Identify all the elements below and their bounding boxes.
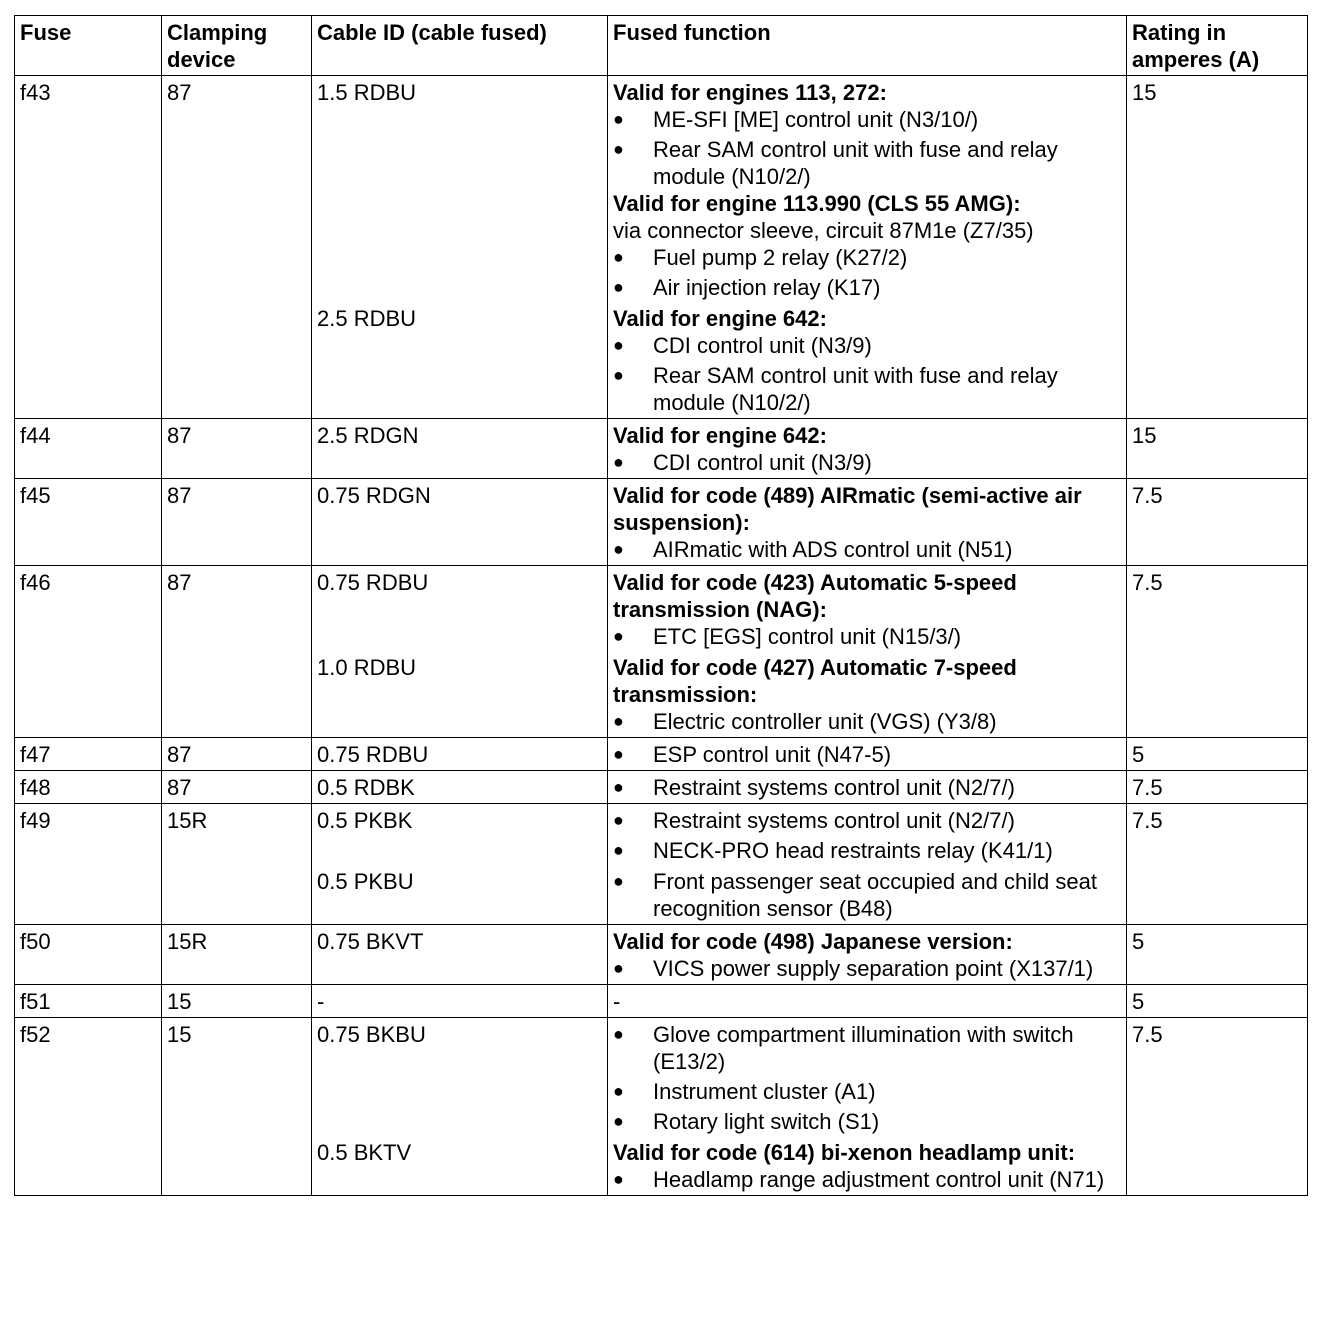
cable-id: 0.75 BKVT (317, 929, 424, 954)
bullet-icon: ● (613, 277, 624, 297)
function-group (613, 305, 1122, 416)
table-row (15, 479, 1308, 566)
cable-id-cell (312, 985, 608, 1018)
bullet-item (613, 868, 1122, 922)
condition-heading: Valid for engine 642: (613, 423, 827, 448)
bullet-text: Rear SAM control unit with fuse and relay module (N10/2/) (653, 363, 1058, 415)
rating-cell: 7.5 (1127, 771, 1308, 804)
bullet-item (613, 741, 1122, 768)
bullet-item (613, 106, 1122, 133)
bullet-text: Instrument cluster (A1) (653, 1079, 876, 1104)
table-row (15, 76, 1308, 419)
bullet-icon: ● (613, 840, 624, 860)
bullet-text: AIRmatic with ADS control unit (N51) (653, 537, 1013, 562)
cable-id-cell (312, 1018, 608, 1196)
clamping-device-cell: 15R (162, 925, 312, 985)
header-row (15, 16, 1308, 76)
header-fuse: Fuse (15, 16, 162, 76)
bullet-icon: ● (613, 365, 624, 385)
bullet-icon: ● (613, 1081, 624, 1101)
table-body (15, 76, 1308, 1196)
header-rating: Rating in amperes (A) (1127, 16, 1308, 76)
bullet-item (613, 955, 1122, 982)
cable-id: 2.5 RDBU (317, 306, 417, 331)
clamping-device-cell: 87 (162, 76, 312, 419)
bullet-icon: ● (613, 626, 624, 646)
function-group (613, 741, 1122, 768)
table-row (15, 985, 1308, 1018)
rating-cell: 15 (1127, 419, 1308, 479)
bullet-icon: ● (613, 958, 624, 978)
bullet-item (613, 774, 1122, 801)
clamping-device-cell: 87 (162, 479, 312, 566)
condition-heading: Valid for code (498) Japanese version: (613, 929, 1013, 954)
bullet-text: Headlamp range adjustment control unit (N71) (653, 1167, 1105, 1192)
cable-id-cell (312, 76, 608, 419)
table-row (15, 1018, 1308, 1196)
table-row (15, 566, 1308, 738)
bullet-text: ME-SFI [ME] control unit (N3/10/) (653, 107, 979, 132)
cable-id: 2.5 RDGN (317, 423, 419, 448)
rating-cell: 5 (1127, 985, 1308, 1018)
table-row (15, 738, 1308, 771)
rating-cell: 7.5 (1127, 479, 1308, 566)
bullet-item (613, 837, 1122, 864)
bullet-item (613, 807, 1122, 834)
fused-function-cell (608, 925, 1127, 985)
function-text: - (613, 989, 621, 1014)
fused-function-cell (608, 76, 1127, 419)
cable-id: 0.5 PKBK (317, 808, 413, 833)
cable-id: 0.75 RDBU (317, 742, 429, 767)
clamping-device-cell: 87 (162, 738, 312, 771)
function-group (613, 868, 1122, 922)
bullet-icon: ● (613, 810, 624, 830)
bullet-text: Rotary light switch (S1) (653, 1109, 880, 1134)
rating-cell: 5 (1127, 738, 1308, 771)
bullet-text: CDI control unit (N3/9) (653, 333, 872, 358)
clamping-device-cell: 15 (162, 1018, 312, 1196)
bullet-icon: ● (613, 711, 624, 731)
fuse-cell: f48 (15, 771, 162, 804)
fused-function-cell (608, 419, 1127, 479)
cable-id: 0.5 BKTV (317, 1140, 412, 1165)
fuse-cell: f49 (15, 804, 162, 925)
function-group (613, 1139, 1122, 1193)
bullet-text: Electric controller unit (VGS) (Y3/8) (653, 709, 997, 734)
cable-id: 0.75 RDBU (317, 570, 429, 595)
table-row (15, 925, 1308, 985)
header-cable-id: Cable ID (cable fused) (312, 16, 608, 76)
fuse-cell: f46 (15, 566, 162, 738)
function-group (613, 569, 1122, 650)
fused-function-cell (608, 738, 1127, 771)
function-group (613, 928, 1122, 982)
bullet-text: NECK-PRO head restraints relay (K41/1) (653, 838, 1053, 863)
cable-id-cell (312, 419, 608, 479)
bullet-item (613, 1021, 1122, 1075)
fuse-cell: f50 (15, 925, 162, 985)
bullet-icon: ● (613, 247, 624, 267)
clamping-device-cell: 87 (162, 419, 312, 479)
fuse-cell: f43 (15, 76, 162, 419)
cable-id-cell (312, 738, 608, 771)
table-row (15, 771, 1308, 804)
condition-heading: Valid for code (489) AIRmatic (semi-active air suspension): (613, 483, 1082, 535)
bullet-item (613, 244, 1122, 271)
bullet-item (613, 1078, 1122, 1105)
bullet-icon: ● (613, 1024, 624, 1044)
bullet-icon: ● (613, 871, 624, 891)
bullet-item (613, 623, 1122, 650)
condition-heading: Valid for code (427) Automatic 7-speed transmission: (613, 655, 1017, 707)
fused-function-cell (608, 985, 1127, 1018)
function-group (613, 482, 1122, 563)
header-fused-function: Fused function (608, 16, 1127, 76)
bullet-item (613, 1166, 1122, 1193)
bullet-item (613, 449, 1122, 476)
bullet-icon: ● (613, 335, 624, 355)
bullet-text: Fuel pump 2 relay (K27/2) (653, 245, 908, 270)
clamping-device-cell: 15 (162, 985, 312, 1018)
header-clamping-device: Clamping device (162, 16, 312, 76)
cable-id: 0.5 PKBU (317, 869, 414, 894)
cable-id: 0.5 RDBK (317, 775, 415, 800)
condition-heading: Valid for engine 642: (613, 306, 827, 331)
fused-function-cell (608, 479, 1127, 566)
function-group (613, 422, 1122, 476)
fused-function-cell (608, 1018, 1127, 1196)
fuse-cell: f52 (15, 1018, 162, 1196)
function-group (613, 988, 1122, 1015)
fused-function-cell (608, 804, 1127, 925)
table-row (15, 804, 1308, 925)
bullet-item (613, 332, 1122, 359)
cable-id-cell (312, 925, 608, 985)
condition-heading: Valid for code (614) bi-xenon headlamp unit: (613, 1140, 1076, 1165)
cable-id-cell (312, 479, 608, 566)
fuse-cell: f44 (15, 419, 162, 479)
function-group (613, 654, 1122, 735)
rating-cell: 7.5 (1127, 804, 1308, 925)
fuse-cell: f45 (15, 479, 162, 566)
fuse-cell: f47 (15, 738, 162, 771)
bullet-icon: ● (613, 539, 624, 559)
rating-cell: 5 (1127, 925, 1308, 985)
function-group (613, 807, 1122, 864)
table-row (15, 419, 1308, 479)
condition-heading: Valid for engine 113.990 (CLS 55 AMG): (613, 191, 1021, 216)
fuse-table (14, 15, 1308, 1196)
bullet-item (613, 536, 1122, 563)
fused-function-cell (608, 771, 1127, 804)
clamping-device-cell: 87 (162, 566, 312, 738)
cable-id: - (317, 989, 325, 1014)
cable-id: 0.75 BKBU (317, 1022, 426, 1047)
rating-cell: 7.5 (1127, 1018, 1308, 1196)
bullet-text: Restraint systems control unit (N2/7/) (653, 775, 1015, 800)
bullet-text: VICS power supply separation point (X137/1) (653, 956, 1094, 981)
cable-id-cell (312, 566, 608, 738)
clamping-device-cell: 87 (162, 771, 312, 804)
bullet-item (613, 708, 1122, 735)
cable-id-cell (312, 804, 608, 925)
bullet-item (613, 136, 1122, 190)
bullet-text: Rear SAM control unit with fuse and relay module (N10/2/) (653, 137, 1058, 189)
rating-cell: 15 (1127, 76, 1308, 419)
bullet-text: Front passenger seat occupied and child seat recognition sensor (B48) (653, 869, 1097, 921)
bullet-text: Restraint systems control unit (N2/7/) (653, 808, 1015, 833)
bullet-icon: ● (613, 139, 624, 159)
clamping-device-cell: 15R (162, 804, 312, 925)
bullet-icon: ● (613, 777, 624, 797)
bullet-text: ETC [EGS] control unit (N15/3/) (653, 624, 962, 649)
bullet-icon: ● (613, 1169, 624, 1189)
bullet-text: ESP control unit (N47-5) (653, 742, 892, 767)
function-group (613, 774, 1122, 801)
bullet-icon: ● (613, 744, 624, 764)
condition-heading: Valid for engines 113, 272: (613, 80, 887, 105)
bullet-text: CDI control unit (N3/9) (653, 450, 872, 475)
rating-cell: 7.5 (1127, 566, 1308, 738)
function-text: via connector sleeve, circuit 87M1e (Z7/35) (613, 218, 1034, 243)
cable-id: 1.5 RDBU (317, 80, 417, 105)
bullet-icon: ● (613, 1111, 624, 1131)
bullet-item (613, 274, 1122, 301)
bullet-icon: ● (613, 109, 624, 129)
fuse-cell: f51 (15, 985, 162, 1018)
function-group (613, 1021, 1122, 1135)
fused-function-cell (608, 566, 1127, 738)
cable-id: 0.75 RDGN (317, 483, 431, 508)
cable-id: 1.0 RDBU (317, 655, 417, 680)
condition-heading: Valid for code (423) Automatic 5-speed transmission (NAG): (613, 570, 1017, 622)
bullet-item (613, 362, 1122, 416)
function-group (613, 79, 1122, 301)
bullet-text: Air injection relay (K17) (653, 275, 881, 300)
bullet-text: Glove compartment illumination with switch (E13/2) (653, 1022, 1074, 1074)
bullet-item (613, 1108, 1122, 1135)
cable-id-cell (312, 771, 608, 804)
bullet-icon: ● (613, 452, 624, 472)
